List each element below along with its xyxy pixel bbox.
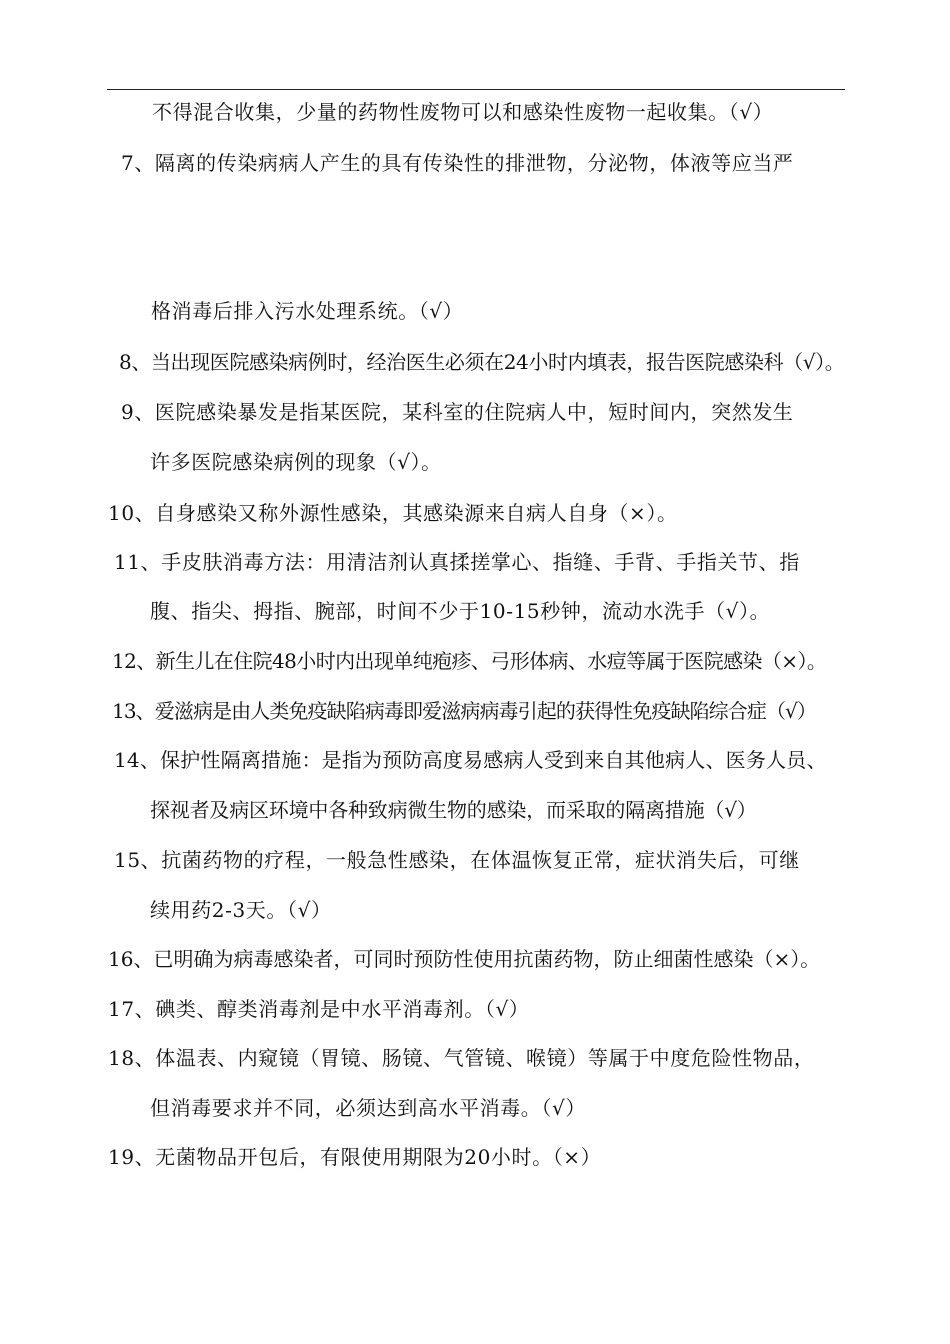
header-rule [107,89,845,90]
text-line: 但消毒要求并不同，必须达到高水平消毒。（√） [150,1096,586,1120]
text-line: 不得混合收集，少量的药物性废物可以和感染性废物一起收集。（√） [152,100,774,124]
text-line: 探视者及病区环境中各种致病微生物的感染，而采取的隔离措施（√） [150,798,757,822]
text-line: 15、抗菌药物的疗程，一般急性感染，在体温恢复正常，症状消失后，可继 [114,848,800,872]
text-line: 13、爱滋病是由人类免疫缺陷病毒即爱滋病病毒引起的获得性免疫缺陷综合症（√） [112,699,816,723]
text-line: 19、无菌物品开包后，有限使用期限为20小时。（×） [108,1145,602,1169]
text-line: 10、自身感染又称外源性感染，其感染源来自病人自身（×）。 [108,501,678,525]
text-line: 12、新生儿在住院48小时内出现单纯疱疹、弓形体病、水痘等属于医院感染（×）。 [112,649,827,673]
text-line: 腹、指尖、拇指、腕部，时间不少于10-15秒钟，流动水洗手（√）。 [150,599,771,623]
text-line: 11、手皮肤消毒方法：用清洁剂认真揉搓掌心、指缝、手背、手指关节、指 [114,550,800,574]
text-line: 8、当出现医院感染病例时，经治医生必须在24小时内填表，报告医院感染科（√）。 [119,350,845,374]
text-line: 17、碘类、醇类消毒剂是中水平消毒剂。（√） [108,997,530,1021]
text-line: 9、医院感染暴发是指某医院，某科室的住院病人中，短时间内，突然发生 [121,400,794,424]
text-line: 续用药2-3天。（√） [150,898,332,922]
text-line: 7、隔离的传染病病人产生的具有传染性的排泄物，分泌物，体液等应当严 [121,151,794,175]
text-line: 14、保护性隔离措施：是指为预防高度易感病人受到来自其他病人、医务人员、 [114,748,827,772]
text-line: 18、体温表、内窥镜（胃镜、肠镜、气管镜、喉镜）等属于中度危险性物品， [108,1046,815,1070]
text-line: 许多医院感染病例的现象（√）。 [150,450,442,474]
text-line: 格消毒后排入污水处理系统。（√） [151,299,464,323]
text-line: 16、已明确为病毒感染者，可同时预防性使用抗菌药物，防止细菌性感染（×）。 [108,947,821,971]
